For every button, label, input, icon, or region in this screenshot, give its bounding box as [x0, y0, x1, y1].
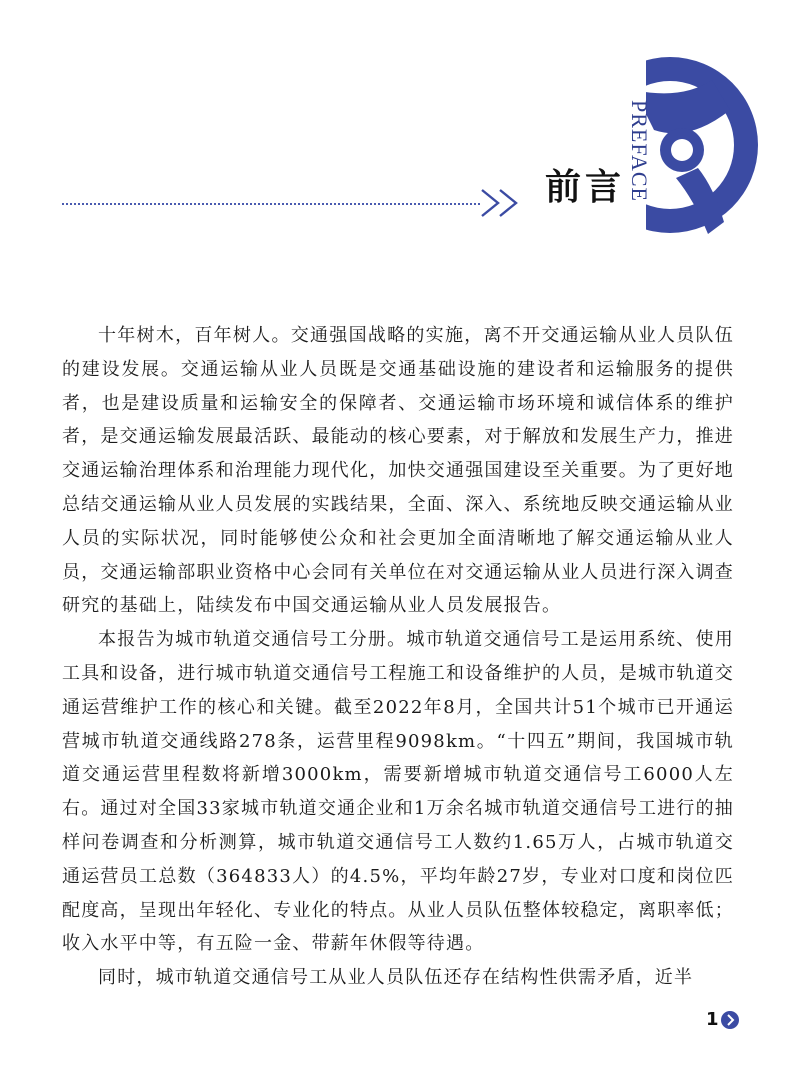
circle-arrow-icon: [720, 1010, 740, 1030]
body-text: [62, 319, 734, 995]
paragraph: 十年树木，百年树人。交通强国战略的实施，离不开交通运输从业人员队伍的建设发展。交通运输从业人员既是交通基础设施的建设者和运输服务的提供者，也是建设质量和运输安全的保障者、交通运输市场环境和诚信体系的维护者，是交通运输发展最活跃、最能动的核心要素，对于解放和发展生产力，推进交通运输治理体系和治理能力现代化，加快交通强国建设至关重要。为了更好地总结交通运输从业人员发展的实践结果，全面、深入、系统地反映交通运输从业人员的实际状况，同时能够使公众和社会更加全面清晰地了解交通运输从业人员，交通运输部职业资格中心会同有关单位在对交通运输从业人员进行深入调查研究的基础上，陆续发布中国交通运输从业人员发展报告。: [62, 325, 734, 617]
header-dotted-rule: [62, 203, 480, 205]
preface-label: PREFACE: [627, 100, 652, 202]
page-title: 前言: [545, 167, 626, 208]
paragraph: 本报告为城市轨道交通信号工分册。城市轨道交通信号工是运用系统、使用工具和设备，进行城市轨道交通信号工程施工和设备维护的人员，是城市轨道交通运营维护工作的核心和关键。截至2022年8月，全国共计51个城市已开通运营城市轨道交通线路278条，运营里程9098km。“十四五”期间，我国城市轨道交通运营里程数将新增3000km，需要新增城市轨道交通信号工6000人左右。通过对全国33家城市轨道交通企业和1万余名城市轨道交通信号工进行的抽样问卷调查和分析测算，城市轨道交通信号工人数约1.65万人，占城市轨道交通运营员工总数（364833人）的4.5%，平均年龄27岁，专业对口度和岗位匹配度高，呈现出年轻化、专业化的特点。从业人员队伍整体较稳定，离职率低；收入水平中等，有五险一金、带薪年休假等待遇。: [62, 629, 734, 955]
page-number: 1: [706, 1009, 719, 1030]
paragraph: 同时，城市轨道交通信号工从业人员队伍还存在结构性供需矛盾，近半: [98, 967, 694, 989]
double-chevron-right-icon: [478, 186, 530, 220]
